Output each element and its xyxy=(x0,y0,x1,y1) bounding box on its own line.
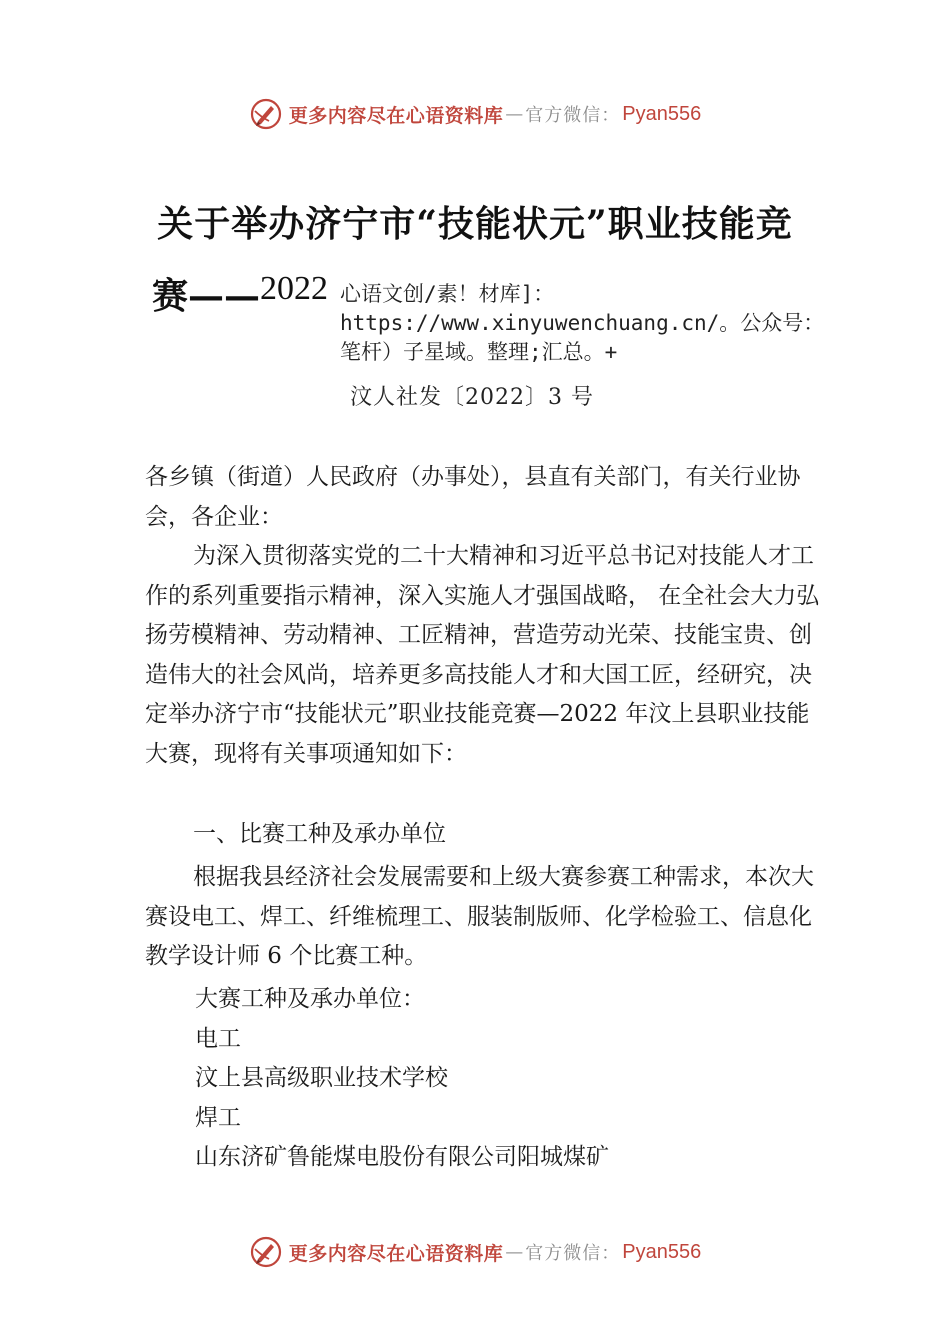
main-paragraph-text: 为深入贯彻落实党的二十大精神和习近平总书记对技能人才工作的系列重要指示精神，深入实施人才强国战略， 在全社会大力弘扬劳模精神、劳动精神、工匠精神，营造劳动光荣、技能宝贵、创造伟大的社会风尚，培养更多高技能人才和大国工匠，经研究，决定举办济宁市“技能状元”职业技能竞赛—2022 年汶上县职业技能大赛，现将有关事项通知如下： xyxy=(145,543,820,767)
list-item-organizer: 汶上县高级职业技术学校 xyxy=(195,1065,448,1091)
list-item-trade: 焊工 xyxy=(195,1104,241,1131)
document-title-line1: 关于举办济宁市“技能状元”职业技能竞 xyxy=(157,203,793,245)
banner-official-label: 官方微信： xyxy=(525,1243,621,1264)
list-item-organizer: 山东济矿鲁能煤电股份有限公司阳城煤矿 xyxy=(195,1144,609,1170)
banner-text: 更多内容尽在心语资料库 xyxy=(288,1242,504,1265)
header-banner xyxy=(0,94,950,134)
document-title-year: 2022 xyxy=(260,270,328,307)
footer-banner xyxy=(0,1232,950,1272)
banner-dash: — xyxy=(505,1241,524,1263)
banner-text: 更多内容尽在心语资料库 xyxy=(288,104,504,127)
banner-wechat-id: Pyan556 xyxy=(622,102,702,125)
section1-heading: 一、比赛工种及承办单位 xyxy=(193,821,446,847)
inline-source-note: 心语文创/素！材库]：https://www.xinyuwenchuang.cn/。公众号：笔杆）子星域。整理;汇总。+ xyxy=(340,282,825,364)
document-number: 汶人社发〔2022〕3 号 xyxy=(350,385,594,410)
pen-logo-icon xyxy=(249,97,283,131)
banner-official-label: 官方微信： xyxy=(525,105,621,126)
section-heading xyxy=(145,815,820,855)
banner-wechat-id: Pyan556 xyxy=(622,1240,702,1263)
salutation-text: 各乡镇（街道）人民政府（办事处），县直有关部门，有关行业协会，各企业： xyxy=(145,464,801,530)
salutation xyxy=(145,458,820,537)
section1-paragraph-text: 根据我县经济社会发展需要和上级大赛参赛工种需求，本次大赛设电工、焊工、纤维梳理工、服装制版师、化学检验工、信息化教学设计师 6 个比赛工种。 xyxy=(145,864,814,969)
list-item-trade: 电工 xyxy=(195,1025,241,1052)
trade-list-intro: 大赛工种及承办单位： xyxy=(195,986,425,1012)
section1-paragraph xyxy=(145,858,820,977)
pen-logo-icon xyxy=(249,1235,283,1269)
trade-list xyxy=(145,980,820,1178)
main-paragraph xyxy=(145,537,820,774)
banner-dash: — xyxy=(505,103,524,125)
document-title-line2: 赛—— xyxy=(152,275,261,317)
